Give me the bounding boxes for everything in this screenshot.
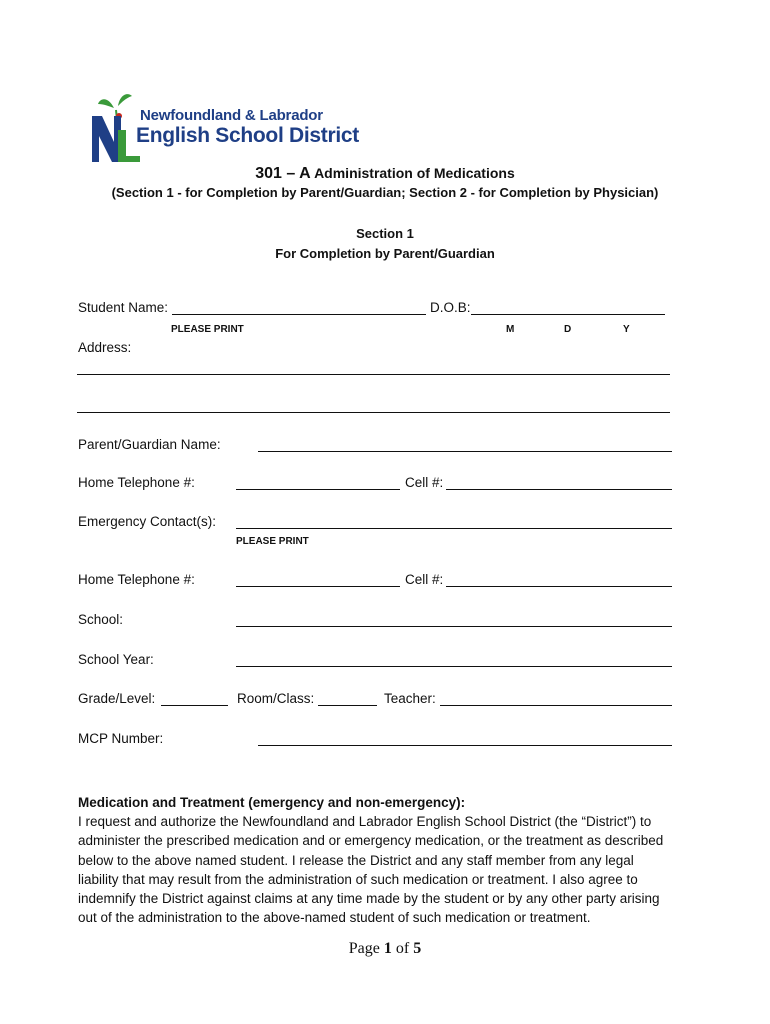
logo-text-line2: English School District (136, 124, 359, 147)
home-telephone-field[interactable] (236, 489, 400, 490)
page-total: 5 (413, 940, 422, 957)
room-class-field[interactable] (318, 705, 377, 706)
page-word: Page (348, 940, 380, 957)
grade-level-field[interactable] (161, 705, 228, 706)
dob-month-hint: M (506, 324, 515, 335)
parent-guardian-field[interactable] (258, 451, 672, 452)
emergency-contact-field[interactable] (236, 528, 672, 529)
cell-field[interactable] (446, 489, 672, 490)
student-name-field[interactable] (172, 314, 426, 315)
dob-day-hint: D (564, 324, 572, 335)
consent-body: I request and authorize the Newfoundland and Labrador English School District (the “District”) to administer the prescribed medication and or emergency medication, or the treatment as described below to the above named student. I release the District and any staff member from any legal liability that may result from the administration of such medication or treatment. I also agree to indemnify the District against claims at any time made by the student or by any other party arising out of the administration to the above-named student of such medication or treatment. (78, 814, 664, 926)
of-word: of (395, 940, 410, 957)
form-title (0, 165, 770, 183)
form-subtitle: (Section 1 - for Completion by Parent/Guardian; Section 2 - for Completion by Physician) (111, 185, 659, 200)
home-telephone-label: Home Telephone #: (78, 475, 195, 490)
home-telephone-label-2: Home Telephone #: (78, 572, 195, 587)
form-number: 301 – A (255, 165, 311, 182)
page-footer (0, 940, 770, 958)
grade-level-label: Grade/Level: (78, 691, 156, 706)
cell-label: Cell #: (405, 475, 444, 490)
please-print-note-2: PLEASE PRINT (236, 536, 309, 547)
home-telephone-field-2[interactable] (236, 586, 400, 587)
address-line-1[interactable] (77, 374, 670, 375)
parent-guardian-label: Parent/Guardian Name: (78, 437, 221, 452)
cell-field-2[interactable] (446, 586, 672, 587)
address-line-2[interactable] (77, 412, 670, 413)
school-year-field[interactable] (236, 666, 672, 667)
school-label: School: (78, 612, 124, 627)
address-label: Address: (78, 340, 132, 355)
consent-section (78, 793, 678, 927)
dob-label: D.O.B: (430, 300, 471, 315)
cell-label-2: Cell #: (405, 572, 444, 587)
dob-year-hint: Y (623, 324, 630, 335)
page-current: 1 (383, 940, 392, 957)
please-print-note: PLEASE PRINT (171, 324, 244, 335)
section-subheading: For Completion by Parent/Guardian (275, 246, 495, 261)
section-heading: Section 1 (356, 226, 414, 241)
form-title-text: Administration of Medications (314, 165, 515, 181)
room-class-label: Room/Class: (237, 691, 315, 706)
mcp-number-label: MCP Number: (78, 731, 164, 746)
school-field[interactable] (236, 626, 672, 627)
consent-heading: Medication and Treatment (emergency and non-emergency): (78, 795, 466, 810)
teacher-label: Teacher: (384, 691, 436, 706)
dob-field[interactable] (471, 314, 665, 315)
emergency-contact-label: Emergency Contact(s): (78, 514, 217, 529)
mcp-number-field[interactable] (258, 745, 672, 746)
teacher-field[interactable] (440, 705, 672, 706)
student-name-label: Student Name: (78, 300, 169, 315)
school-year-label: School Year: (78, 652, 154, 667)
logo-text-line1: Newfoundland & Labrador (140, 107, 323, 124)
